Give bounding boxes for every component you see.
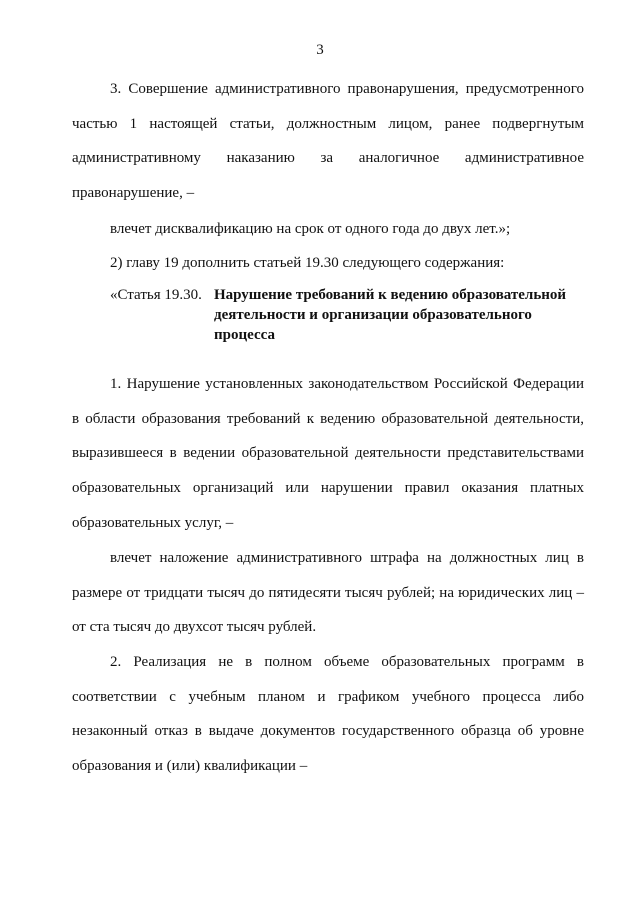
paragraph-sanction-fine: влечет наложение административного штрафа на должностных лиц в размере от тридцати тысяч до пятидесяти тысяч рублей; на юридических лиц – от ста тысяч до двухсот тысяч рублей. [72,550,584,636]
paragraph-sanction-disqualification: влечет дисквалификацию на срок от одного года до двух лет.»; [110,221,511,237]
paragraph-chapter-19-addition: 2) главу 19 дополнить статьей 19.30 следующего содержания: [110,255,505,271]
article-title: Нарушение требований к ведению образовательной деятельности и организации образовательного процесса [214,287,567,343]
paragraph-article-part-1: 1. Нарушение установленных законодательством Российской Федерации в области образования требований к ведению образовательной деятельности, выразившееся в ведении образовательной деятельности представительствами образовательных организаций или нарушении правил оказания платных образовательных услуг, – [72,376,584,531]
article-number: «Статья 19.30. [110,287,202,303]
page-number: 3 [316,42,324,58]
paragraph-part-3: 3. Совершение административного правонарушения, предусмотренного частью 1 настоящей статьи, должностным лицом, ранее подвергнутым административному наказанию за аналогичное административное правонарушение, – [72,81,584,202]
paragraph-article-part-2: 2. Реализация не в полном объеме образовательных программ в соответствии с учебным планом и графиком учебного процесса либо незаконный отказ в выдаче документов государственного образца об уровне образования и (или) квалификации – [72,654,584,775]
